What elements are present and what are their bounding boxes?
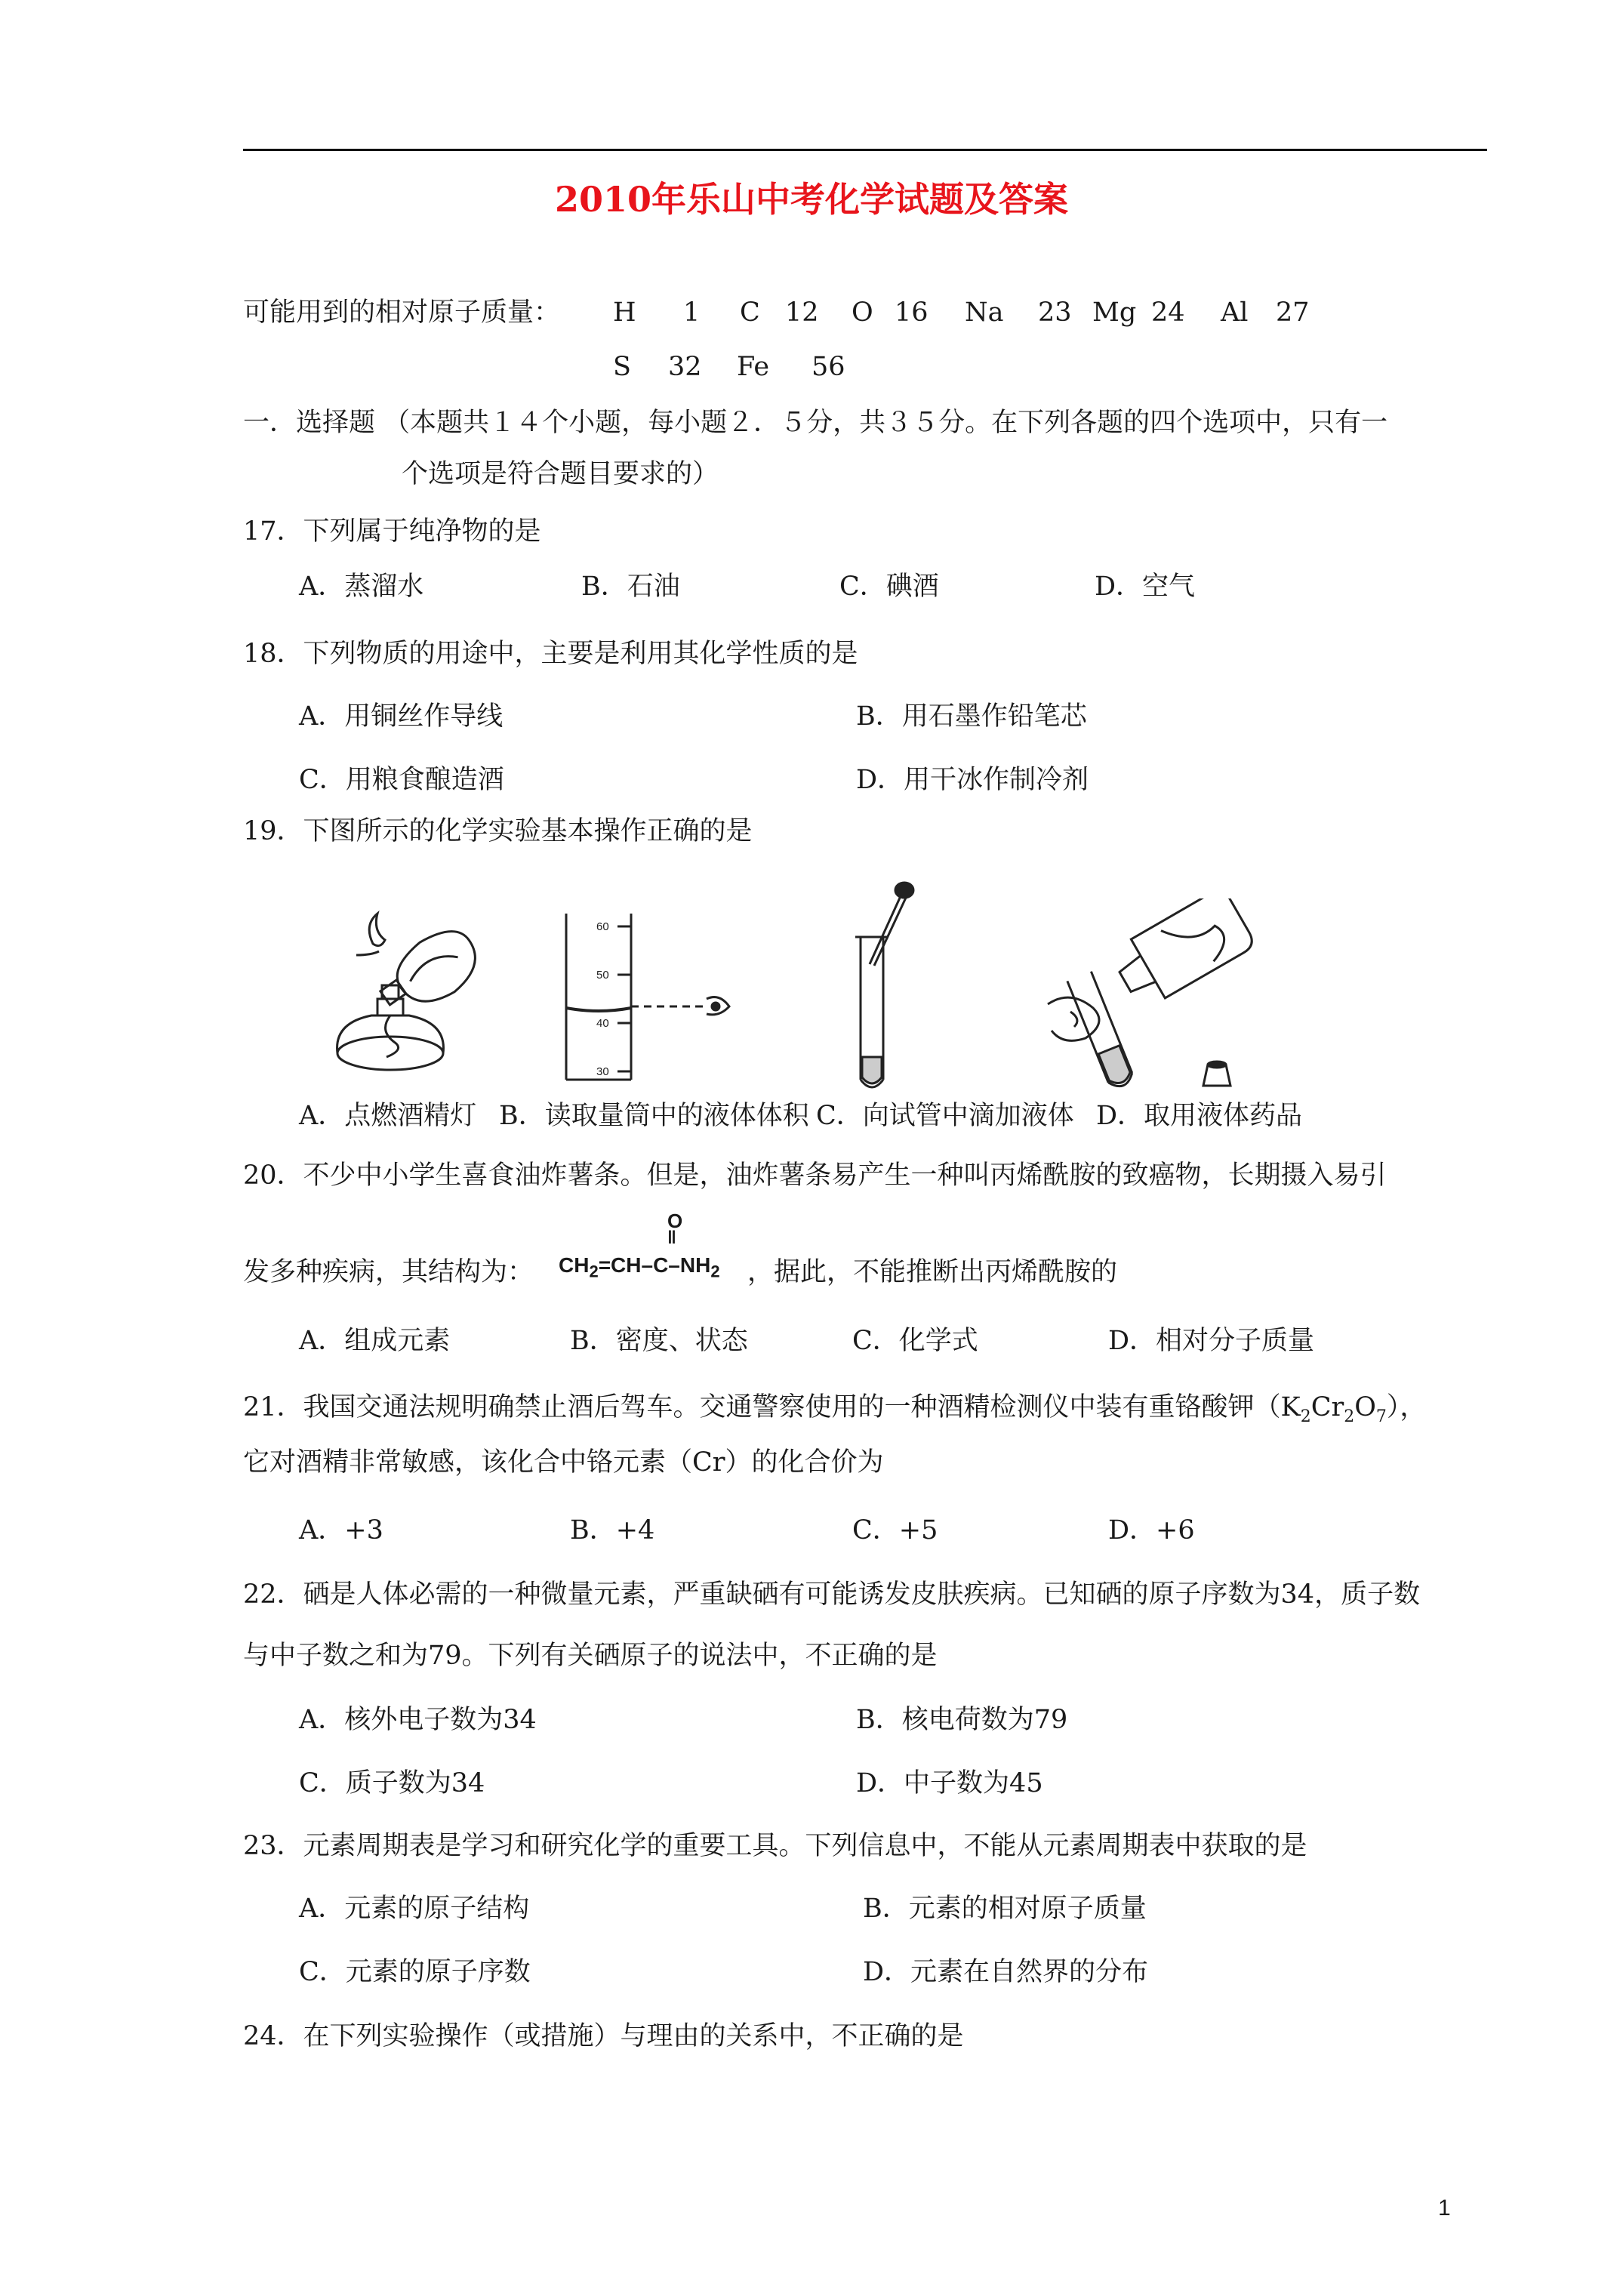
- question-20-line1: 20．不少中小学生喜食油炸薯条。但是，油炸薯条易产生一种叫丙烯酰胺的致癌物，长期摄入易引: [243, 1160, 1387, 1191]
- q22-option-a: A．核外电子数为34: [299, 1705, 537, 1735]
- q22-option-b: B．核电荷数为79: [856, 1705, 1068, 1735]
- pouring-liquid-illustration: [1040, 898, 1274, 1095]
- question-19-stem: 19．下图所示的化学实验基本操作正确的是: [243, 816, 753, 846]
- atomic-mass-row1-mass-na: 23: [1038, 297, 1072, 328]
- atomic-mass-row1-mass-h: 1: [683, 297, 701, 328]
- q21-line1-post: ），: [1386, 1392, 1427, 1422]
- atomic-mass-row1-element-c: C: [740, 297, 760, 328]
- q21-cr: Cr: [1310, 1392, 1344, 1422]
- q21-option-a: A．+3: [299, 1515, 383, 1546]
- atomic-mass-row2-mass-s: 32: [668, 352, 702, 382]
- q20-option-c: C．化学式: [852, 1326, 978, 1356]
- header-rule: [243, 149, 1487, 151]
- q18-option-d: D．用干冰作制冷剂: [856, 765, 1089, 795]
- q21-option-c: C．+5: [852, 1515, 938, 1546]
- question-21-line2: 它对酒精非常敏感，该化合中铬元素（Cr）的化合价为: [243, 1447, 884, 1478]
- q19-option-d: D．取用液体药品: [1096, 1101, 1303, 1131]
- q23-option-b: B．元素的相对原子质量: [863, 1894, 1147, 1924]
- atomic-mass-label: 可能用到的相对原子质量：: [243, 297, 561, 328]
- atomic-mass-row1-mass-c: 12: [785, 297, 819, 328]
- q21-o-sub: 7: [1375, 1407, 1387, 1426]
- formula-mid: =CH–C–NH: [598, 1253, 711, 1277]
- atomic-mass-row1-mass-al: 27: [1276, 297, 1310, 328]
- q20-option-d: D．相对分子质量: [1108, 1326, 1315, 1356]
- question-22-line2: 与中子数之和为79。下列有关硒原子的说法中，不正确的是: [243, 1641, 938, 1671]
- q18-option-a: A．用铜丝作导线: [299, 701, 504, 732]
- atomic-mass-row1-element-mg: Mg: [1092, 297, 1137, 328]
- q18-option-c: C．用粮食酿造酒: [299, 765, 504, 795]
- question-18-stem: 18．下列物质的用途中，主要是利用其化学性质的是: [243, 639, 858, 669]
- section-heading: 一．选择题 （本题共１４个小题，每小题２．５分，共３５分。在下列各题的四个选项中，只有一: [243, 408, 1388, 438]
- q22-option-c: C．质子数为34: [299, 1768, 485, 1798]
- q23-option-d: D．元素在自然界的分布: [863, 1957, 1149, 1987]
- q19-option-a: A．点燃酒精灯: [299, 1101, 477, 1131]
- atomic-mass-row1-element-o: O: [852, 297, 873, 328]
- q17-option-b: B．石油: [581, 572, 680, 602]
- formula-double-bond: ‖: [667, 1228, 676, 1248]
- q20-option-b: B．密度、状态: [570, 1326, 748, 1356]
- q21-o: O: [1354, 1392, 1376, 1422]
- alcohol-lamp-illustration: [326, 910, 492, 1083]
- graduated-cylinder-illustration: [557, 910, 731, 1087]
- cylinder-tick-60: 60: [596, 920, 609, 933]
- q17-option-d: D．空气: [1095, 572, 1196, 602]
- q23-option-c: C．元素的原子序数: [299, 1957, 531, 1987]
- cylinder-tick-30: 30: [596, 1065, 609, 1078]
- atomic-mass-row2-element-s: S: [613, 352, 631, 382]
- atomic-mass-row1-element-h: H: [613, 297, 636, 328]
- atomic-mass-row1-element-na: Na: [965, 297, 1004, 328]
- atomic-mass-row2-mass-fe: 56: [812, 352, 845, 382]
- q17-option-a: A．蒸溜水: [299, 572, 424, 602]
- q20-option-a: A．组成元素: [299, 1326, 451, 1356]
- q21-k-sub: 2: [1300, 1407, 1311, 1426]
- atomic-mass-row1-element-al: Al: [1221, 297, 1249, 328]
- q18-option-b: B．用石墨作铅笔芯: [856, 701, 1087, 732]
- page-number: 1: [1438, 2196, 1451, 2220]
- atomic-mass-row1-mass-o: 16: [895, 297, 929, 328]
- question-22-line1: 22．硒是人体必需的一种微量元素，严重缺硒有可能诱发皮肤疾病。已知硒的原子序数为34，质子数: [243, 1579, 1421, 1610]
- atomic-mass-row2-element-fe: Fe: [737, 352, 770, 382]
- q17-option-c: C．碘酒: [839, 572, 939, 602]
- formula-ch2: CH: [559, 1253, 590, 1277]
- cylinder-tick-40: 40: [596, 1017, 609, 1030]
- formula-carbonyl-o: O: [667, 1210, 683, 1232]
- q21-option-b: B．+4: [570, 1515, 655, 1546]
- page-title: 2010年乐山中考化学试题及答案: [554, 179, 1069, 220]
- formula-ch2-sub: 2: [589, 1262, 599, 1281]
- question-21-line1: [243, 1392, 1427, 1426]
- test-tube-dropper-illustration: [830, 880, 921, 1099]
- question-24-stem: 24．在下列实验操作（或措施）与理由的关系中，不正确的是: [243, 2021, 964, 2051]
- q19-option-b: B．读取量筒中的液体体积: [499, 1101, 809, 1131]
- q21-option-d: D．+6: [1108, 1515, 1195, 1546]
- acrylamide-formula: [559, 1253, 720, 1281]
- q23-option-a: A．元素的原子结构: [299, 1894, 530, 1924]
- question-20-line2-pre: 发多种疾病，其结构为：: [243, 1257, 534, 1287]
- q22-option-d: D．中子数为45: [856, 1768, 1043, 1798]
- question-23-stem: 23．元素周期表是学习和研究化学的重要工具。下列信息中，不能从元素周期表中获取的是: [243, 1831, 1307, 1861]
- q19-option-c: C．向试管中滴加液体: [816, 1101, 1074, 1131]
- question-17-stem: 17．下列属于纯净物的是: [243, 516, 541, 547]
- cylinder-tick-50: 50: [596, 969, 609, 982]
- q21-cr-sub: 2: [1344, 1407, 1355, 1426]
- section-heading-cont: 个选项是符合题目要求的）: [402, 459, 719, 489]
- q21-line1-pre: 21．我国交通法规明确禁止酒后驾车。交通警察使用的一种酒精检测仪中装有重铬酸钾（K: [243, 1392, 1301, 1422]
- question-20-line2-post: ，据此，不能推断出丙烯酰胺的: [747, 1257, 1118, 1287]
- formula-nh2-sub: 2: [710, 1262, 720, 1281]
- atomic-mass-row1-mass-mg: 24: [1151, 297, 1185, 328]
